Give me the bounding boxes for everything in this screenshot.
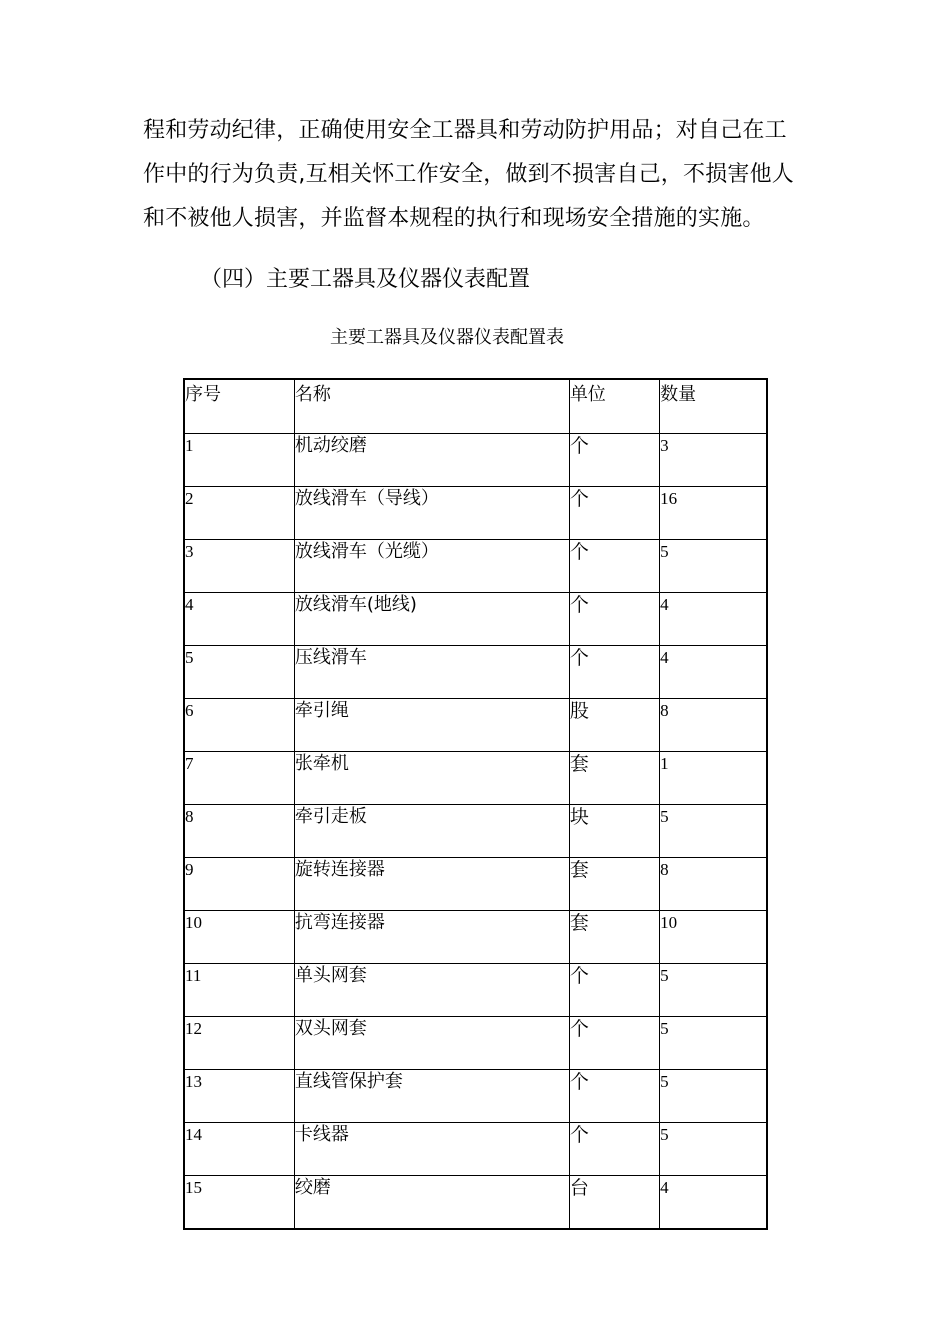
row-index: 13 [184,1070,294,1123]
row-unit: 股 [569,699,659,752]
row-unit: 个 [569,593,659,646]
row-quantity: 8 [660,699,767,752]
row-unit: 台 [569,1176,659,1230]
table-row [184,540,767,593]
row-index: 7 [184,752,294,805]
row-index: 6 [184,699,294,752]
row-quantity: 5 [660,1123,767,1176]
row-name: 牵引走板 [294,805,569,858]
row-unit: 个 [569,646,659,699]
row-quantity: 5 [660,540,767,593]
paragraph-line-1: 程和劳动纪律，正确使用安全工器具和劳动防护用品；对自己在工 [143,118,787,143]
row-unit: 套 [569,911,659,964]
row-index: 8 [184,805,294,858]
table-row [184,964,767,1017]
table-row [184,646,767,699]
row-unit: 个 [569,1123,659,1176]
row-index: 1 [184,434,294,487]
table-row [184,1176,767,1230]
row-index: 12 [184,1017,294,1070]
header-name: 名称 [294,379,569,434]
row-index: 4 [184,593,294,646]
header-quantity: 数量 [660,379,767,434]
table-row [184,1017,767,1070]
table-row [184,805,767,858]
row-quantity: 1 [660,752,767,805]
row-quantity: 8 [660,858,767,911]
row-index: 14 [184,1123,294,1176]
row-quantity: 5 [660,1070,767,1123]
row-unit: 个 [569,1070,659,1123]
row-name: 双头网套 [294,1017,569,1070]
row-index: 5 [184,646,294,699]
table-caption: 主要工器具及仪器仪表配置表 [330,327,564,348]
table-row [184,1070,767,1123]
row-index: 2 [184,487,294,540]
equipment-table [183,378,768,1230]
row-quantity: 5 [660,805,767,858]
row-name: 单头网套 [294,964,569,1017]
paragraph-line-3: 和不被他人损害，并监督本规程的执行和现场安全措施的实施。 [143,206,765,231]
row-unit: 套 [569,858,659,911]
row-name: 卡线器 [294,1123,569,1176]
row-name: 放线滑车（光缆） [294,540,569,593]
row-unit: 个 [569,434,659,487]
row-unit: 套 [569,752,659,805]
row-name: 绞磨 [294,1176,569,1230]
paragraph-line-2: 作中的行为负责,互相关怀工作安全，做到不损害自己，不损害他人 [143,162,794,187]
table-header-row [184,379,767,434]
table-row [184,593,767,646]
row-quantity: 4 [660,646,767,699]
row-unit: 块 [569,805,659,858]
row-quantity: 4 [660,1176,767,1230]
table-row [184,487,767,540]
row-unit: 个 [569,964,659,1017]
row-index: 10 [184,911,294,964]
row-index: 9 [184,858,294,911]
row-name: 压线滑车 [294,646,569,699]
row-unit: 个 [569,540,659,593]
table-row [184,699,767,752]
row-name: 抗弯连接器 [294,911,569,964]
row-quantity: 3 [660,434,767,487]
row-index: 11 [184,964,294,1017]
row-index: 3 [184,540,294,593]
table-row [184,1123,767,1176]
row-quantity: 10 [660,911,767,964]
row-unit: 个 [569,487,659,540]
table-body [184,434,767,1230]
row-name: 放线滑车(地线) [294,593,569,646]
table-row [184,911,767,964]
table-row [184,434,767,487]
row-name: 牵引绳 [294,699,569,752]
header-index: 序号 [184,379,294,434]
header-unit: 单位 [569,379,659,434]
row-name: 旋转连接器 [294,858,569,911]
row-quantity: 5 [660,964,767,1017]
row-unit: 个 [569,1017,659,1070]
row-quantity: 5 [660,1017,767,1070]
row-quantity: 4 [660,593,767,646]
table-row [184,752,767,805]
table-row [184,858,767,911]
row-name: 直线管保护套 [294,1070,569,1123]
section-heading: （四）主要工器具及仪器仪表配置 [200,267,531,292]
row-name: 放线滑车（导线） [294,487,569,540]
row-name: 张牵机 [294,752,569,805]
row-index: 15 [184,1176,294,1230]
row-name: 机动绞磨 [294,434,569,487]
row-quantity: 16 [660,487,767,540]
